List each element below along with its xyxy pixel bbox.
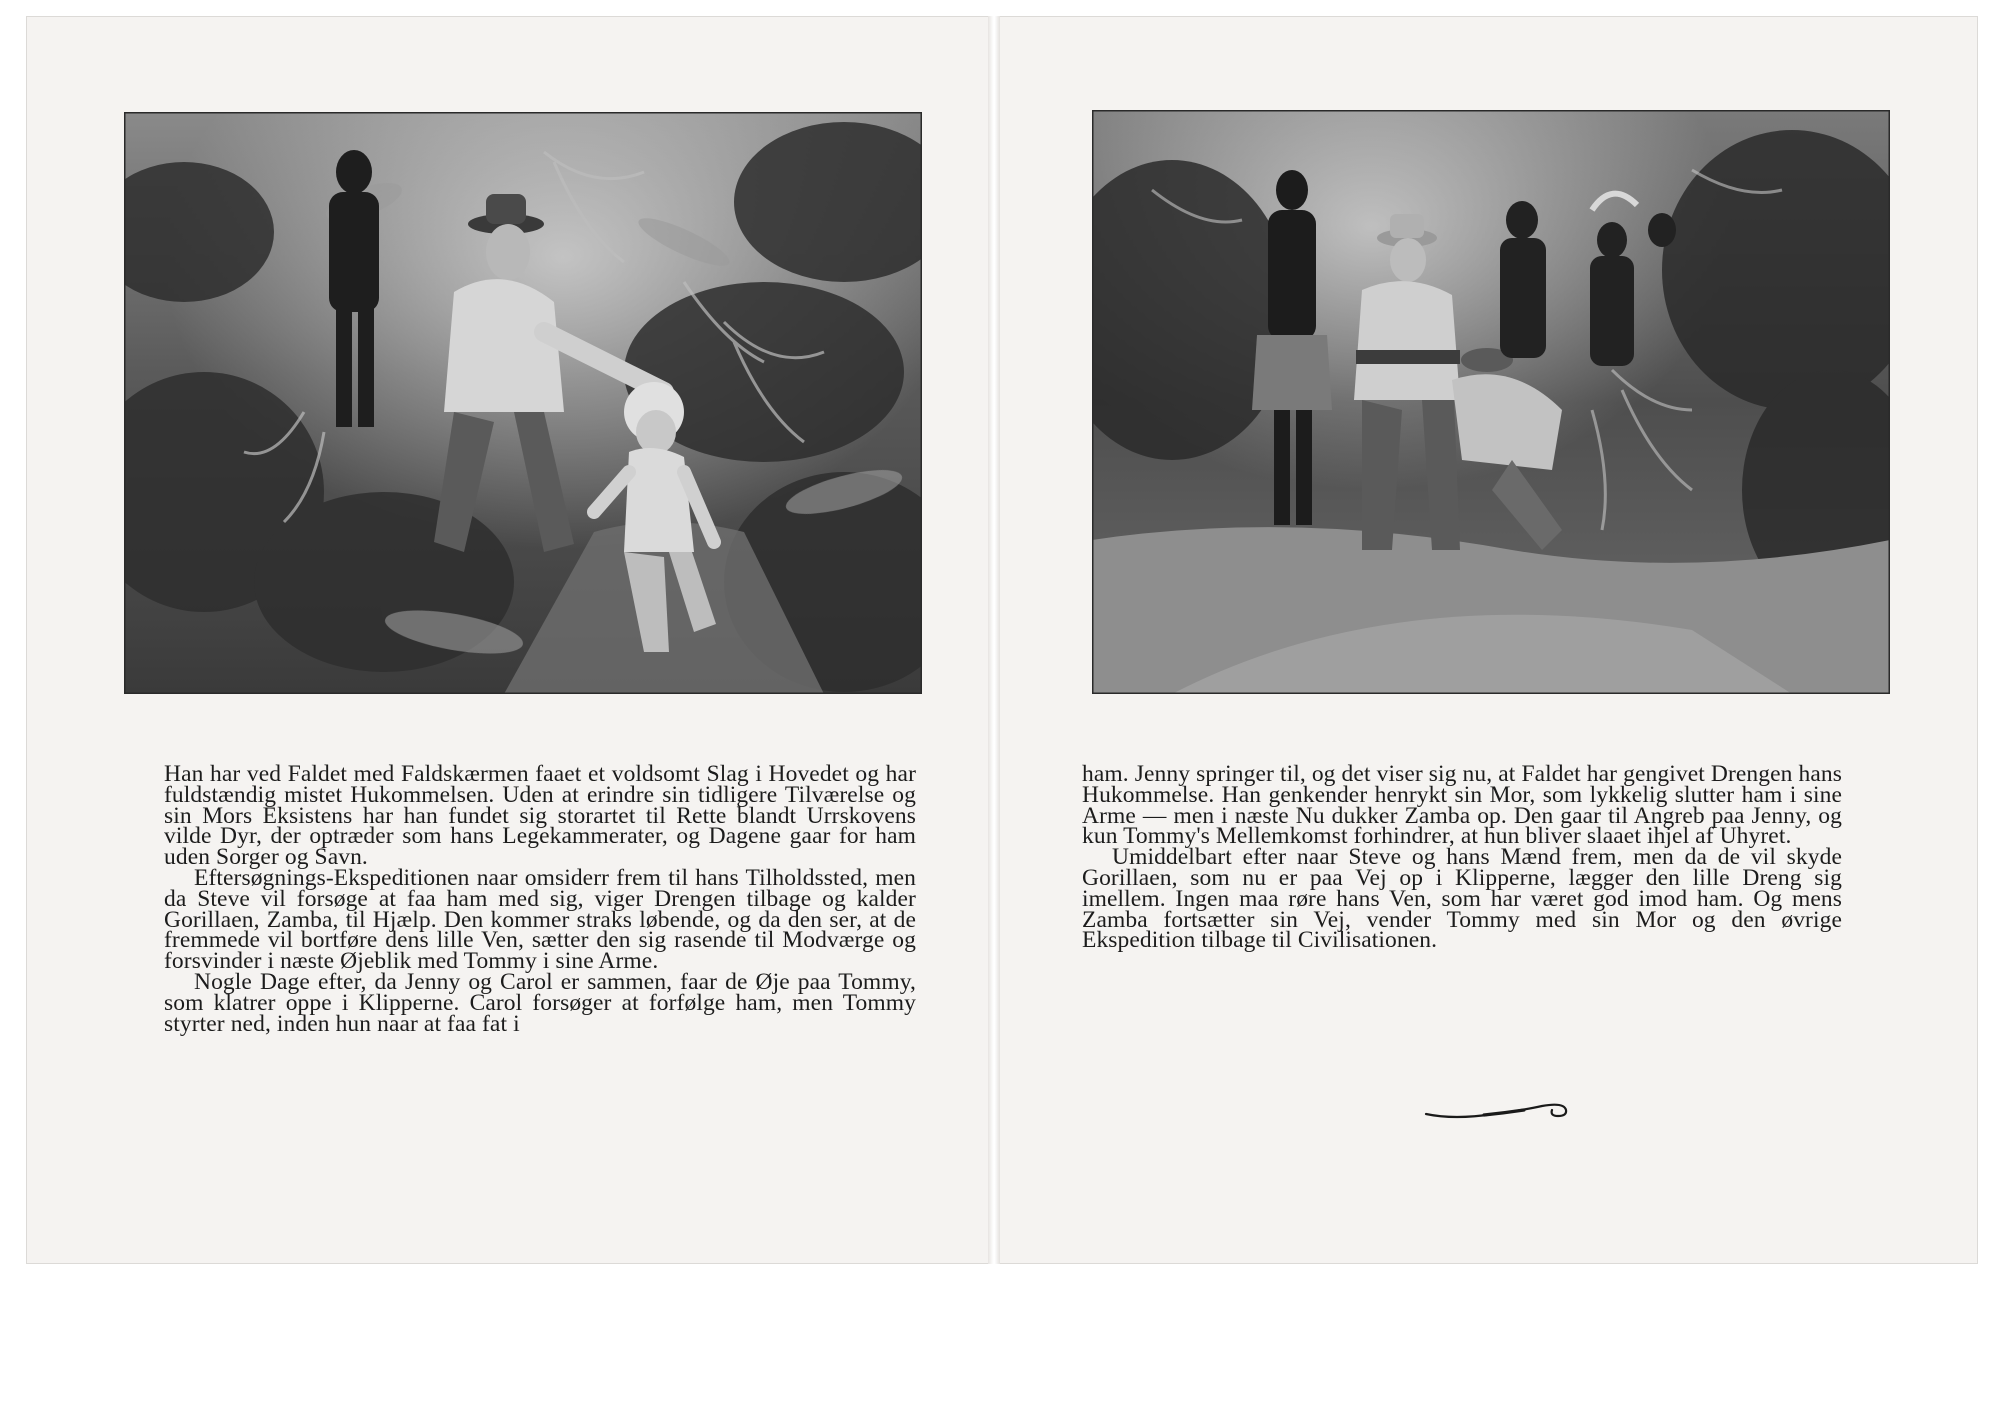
center-fold (988, 16, 1000, 1264)
left-page-text (164, 761, 916, 1037)
paragraph: Nogle Dage efter, da Jenny og Carol er sammen, faar de Øje paa Tommy, som klatrer oppe i Klipperne. Carol forsøger at forfølge ham, men Tommy styrter ned, inden hun naar at faa fat i (164, 968, 916, 1037)
jungle-photo-illustration (124, 112, 922, 694)
paragraph: ham. Jenny springer til, og det viser sig nu, at Faldet har gengivet Drengen hans Hukommelse. Han genkender henrykt sin Mor, som lykkelig slutter ham i sine Arme — men i næste Nu dukker Zamba op. Den gaar til Angreb paa Jenny, og kun Tommy's Mellemkomst forhindrer, at hun bliver slaaet ihjel af Uhyret. (1082, 761, 1842, 850)
end-flourish-ornament-icon (1424, 1096, 1570, 1124)
expedition-group-photo (1092, 110, 1890, 694)
left-page (26, 16, 988, 1264)
jungle-scene-photo (124, 112, 922, 694)
booklet-spread (26, 16, 1978, 1264)
paragraph: Eftersøgnings-Ekspeditionen naar omsiderr frem til hans Tilholdssted, men da Steve vil forsøge at faa ham med sig, viger Drengen tilbage og kalder Gorillaen, Zamba, til Hjælp. Den kommer straks løbende, og da den ser, at de fremmede vil bortføre dens lille Ven, sætter den sig rasende til Modværge og forsvinder i næste Øjeblik med Tommy i sine Arme. (164, 864, 916, 975)
paragraph: Umiddelbart efter naar Steve og hans Mænd frem, men da de vil skyde Gorillaen, som nu er paa Vej op i Klipperne, lægger den lille Dreng sig imellem. Ingen maa røre hans Ven, som har været god imod ham. Og mens Zamba fortsætter sin Vej, vender Tommy med sin Mor og den øvrige Ekspedition tilbage til Civilisationen. (1082, 844, 1842, 954)
expedition-photo-illustration (1092, 110, 1890, 694)
right-page-text (1082, 761, 1842, 954)
paragraph: Han har ved Faldet med Faldskærmen faaet et voldsomt Slag i Hovedet og har fuldstændig mistet Hukommelsen. Uden at erindre sin tidligere Tilværelse og sin Mors Eksistens har han fundet sig storartet til Rette blandt Urrskovens vilde Dyr, der optræder som hans Legekammerater, og Dagene gaar for ham uden Sorger og Savn. (164, 761, 916, 871)
right-page (1000, 16, 1978, 1264)
